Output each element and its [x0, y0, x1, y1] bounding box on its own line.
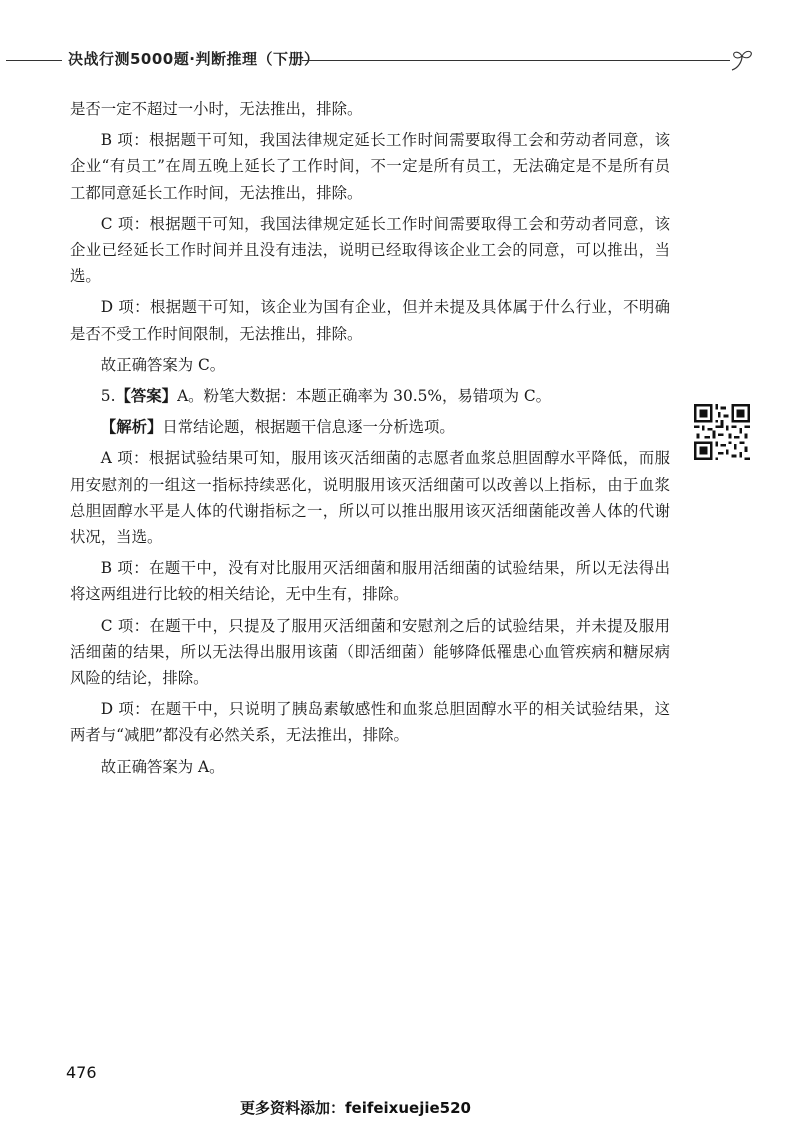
body-paragraph: B 项：根据题干可知，我国法律规定延长工作时间需要取得工会和劳动者同意，该企业“有员工”在周五晚上延长了工作时间，不一定是所有员工，无法确定是不是所有员工都同意延长工作时间，无法推出，排除。	[70, 131, 670, 202]
page-body	[70, 96, 670, 780]
answer-line	[70, 383, 670, 409]
body-paragraph: C 项：根据题干可知，我国法律规定延长工作时间需要取得工会和劳动者同意，该企业已经延长工作时间并且没有违法，说明已经取得该企业工会的同意，可以推出，当选。	[70, 214, 670, 286]
body-paragraph: 是否一定不超过一小时，无法推出，排除。	[70, 100, 363, 118]
analysis-label: 【解析】	[100, 418, 163, 437]
body-paragraph: 故正确答案为 C。	[100, 355, 226, 374]
answer-label: 【答案】	[115, 387, 178, 406]
body-paragraph: B 项：在题干中，没有对比服用灭活细菌和服用活细菌的试验结果，所以无法得出将这两组进行比较的相关结论，无中生有，排除。	[70, 559, 670, 604]
header-rule-left	[6, 60, 62, 61]
header-title: 决战行测5000题·判断推理（下册）	[68, 50, 320, 68]
analysis-line	[70, 414, 670, 440]
analysis-text: 日常结论题，根据题干信息逐一分析选项。	[162, 418, 455, 437]
sprout-icon	[728, 46, 756, 74]
running-header	[0, 46, 800, 76]
page-number: 476	[66, 1063, 97, 1082]
header-rule-right	[302, 60, 730, 61]
qr-code-icon[interactable]	[694, 404, 750, 460]
answer-text: A。粉笔大数据：本题正确率为 30.5%，易错项为 C。	[177, 387, 552, 406]
body-paragraph: D 项：根据题干可知，该企业为国有企业，但并未提及具体属于什么行业，不明确是否不受工作时间限制，无法推出，排除。	[70, 298, 670, 343]
footer-note: 更多资料添加：feifeixuejie520	[240, 1099, 471, 1117]
body-paragraph: D 项：在题干中，只说明了胰岛素敏感性和血浆总胆固醇水平的相关试验结果，这两者与“减肥”都没有必然关系，无法推出，排除。	[70, 700, 670, 745]
body-paragraph: C 项：在题干中，只提及了服用灭活细菌和安慰剂之后的试验结果，并未提及服用活细菌的结果，所以无法得出服用该菌（即活细菌）能够降低罹患心血管疾病和糖尿病风险的结论，排除。	[70, 616, 670, 688]
body-paragraph: 故正确答案为 A。	[100, 757, 225, 776]
question-number: 5.	[100, 387, 116, 406]
body-paragraph: A 项：根据试验结果可知，服用该灭活细菌的志愿者血浆总胆固醇水平降低，而服用安慰剂的一组这一指标持续恶化，说明服用该灭活细菌可以改善以上指标，由于血浆总胆固醇水平是人体的代谢指标之一，所以可以推出服用该灭活细菌能改善人体的代谢状况，当选。	[70, 449, 670, 547]
